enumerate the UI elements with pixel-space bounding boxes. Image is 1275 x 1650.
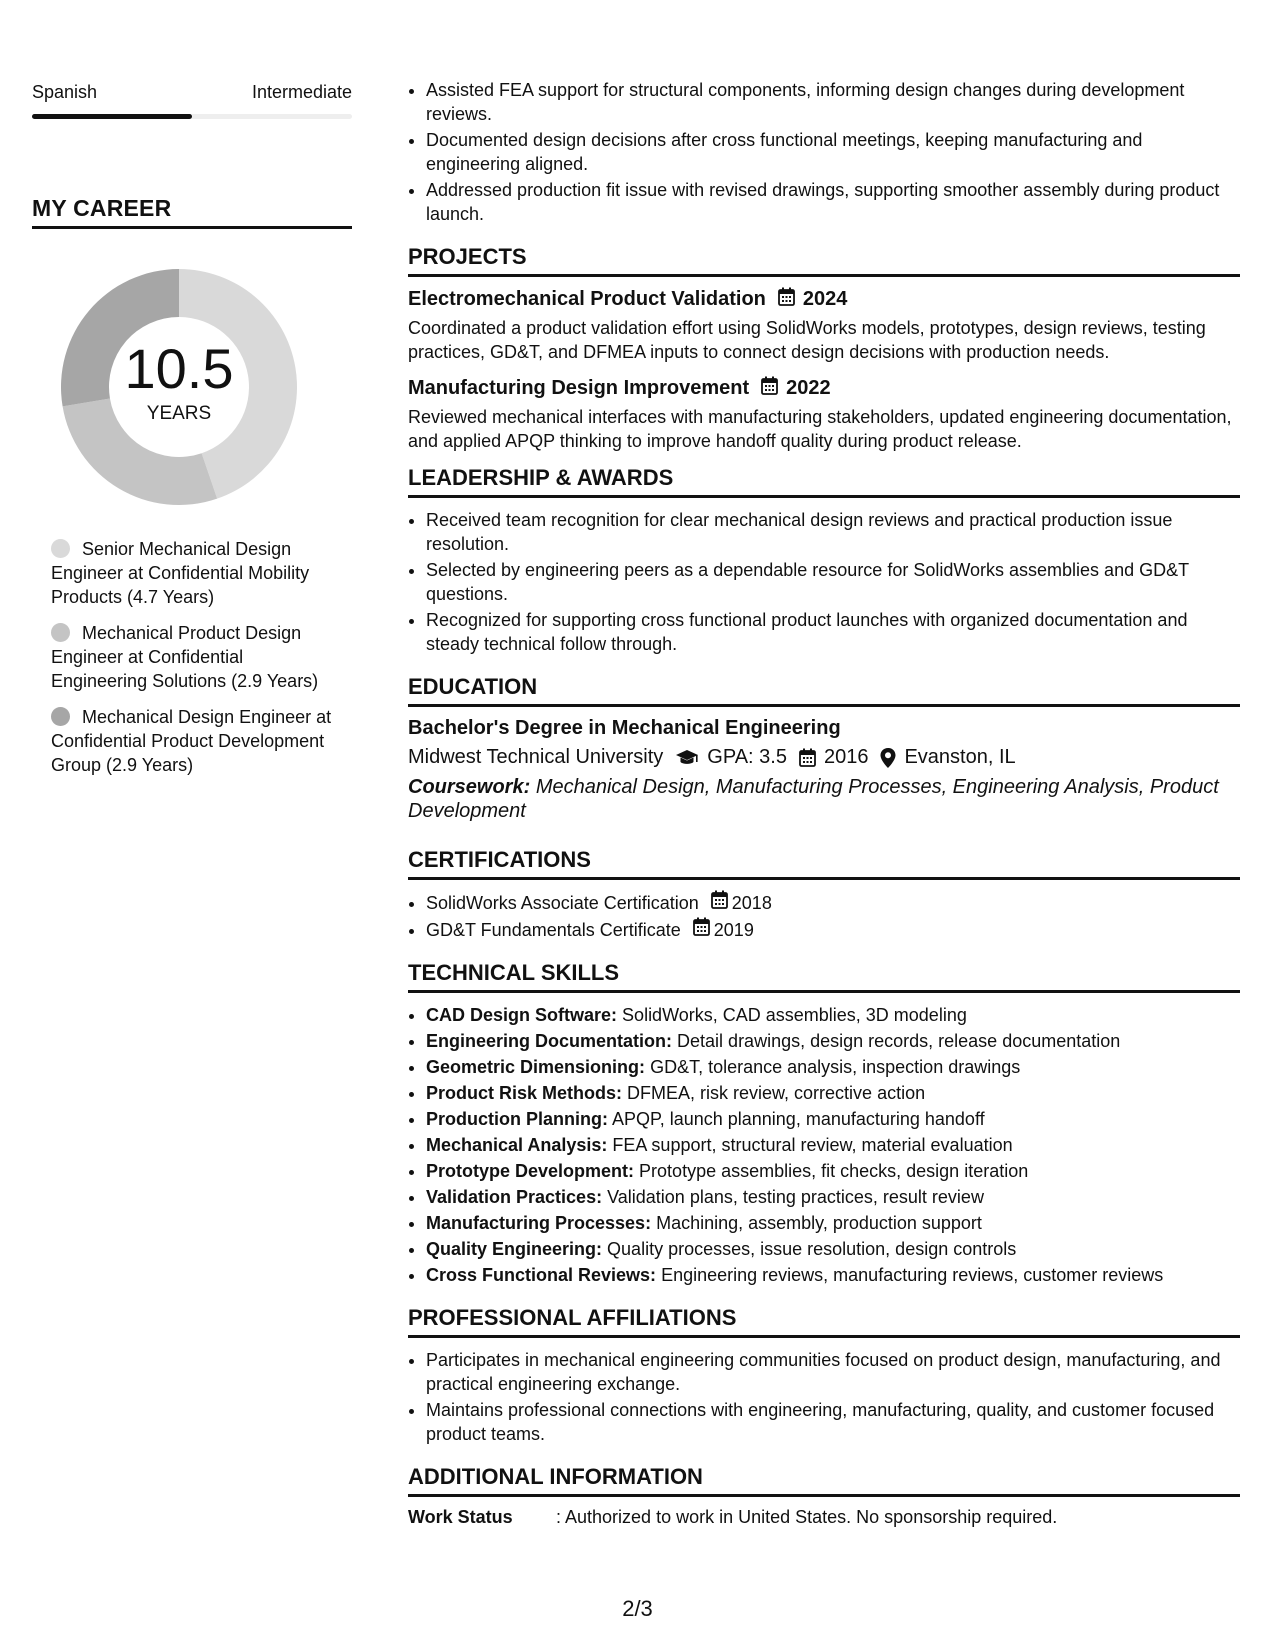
leadership-heading: LEADERSHIP & AWARDS [408, 465, 1240, 498]
donut-center [55, 263, 303, 511]
legend-dot [51, 707, 70, 726]
skill-label: CAD Design Software: [426, 1005, 618, 1025]
education-year: 2016 [823, 746, 869, 768]
education-location: Evanston, IL [904, 746, 1016, 768]
education-degree: Bachelor's Degree in Mechanical Engineering [408, 717, 841, 739]
calendar-icon [799, 748, 816, 767]
skill-item [426, 1107, 1240, 1131]
legend-label: Senior Mechanical Design Engineer at Confidential Mobility Products (4.7 Years) [51, 539, 310, 607]
skill-label: Mechanical Analysis: [426, 1135, 608, 1155]
skill-value: Validation plans, testing practices, result review [607, 1187, 984, 1207]
project-entry [408, 376, 1240, 453]
project-year: 2022 [786, 377, 831, 399]
skill-item [426, 1055, 1240, 1079]
skill-value: GD&T, tolerance analysis, inspection drawings [650, 1057, 1021, 1077]
language-proficiency-bar [32, 114, 352, 119]
skill-label: Geometric Dimensioning: [426, 1057, 646, 1077]
coursework-label: Coursework: [408, 776, 531, 798]
skill-label: Manufacturing Processes: [426, 1213, 652, 1233]
career-heading: MY CAREER [32, 195, 352, 229]
right-column [408, 78, 1240, 1528]
skill-value: Detail drawings, design records, release documentation [677, 1031, 1121, 1051]
experience-bullet: • Addressed production fit issue with revised drawings, supporting smoother assembly during product launch. [426, 178, 1240, 226]
skill-item [426, 1237, 1240, 1261]
page-number: 2/3 [622, 1596, 653, 1621]
legend-dot [51, 539, 70, 558]
affiliations-heading: PROFESSIONAL AFFILIATIONS [408, 1305, 1240, 1338]
certifications-list [408, 890, 1240, 942]
project-description: Coordinated a product validation effort using SolidWorks models, prototypes, design reviews, testing practices, GD&T, and DFMEA inputs to connect design decisions with production needs. [408, 318, 1206, 362]
skill-item [426, 1029, 1240, 1053]
language-row [32, 82, 352, 103]
skills-list [408, 1003, 1240, 1287]
skill-label: Engineering Documentation: [426, 1031, 673, 1051]
career-donut-chart [55, 263, 303, 511]
graduation-cap-icon [675, 749, 699, 767]
project-title-row [408, 287, 1240, 312]
calendar-icon [693, 917, 710, 942]
skill-label: Production Planning: [426, 1109, 608, 1129]
skill-value: Quality processes, issue resolution, design controls [607, 1239, 1017, 1259]
project-year: 2024 [802, 288, 848, 310]
education-entry [408, 717, 1240, 823]
education-coursework [408, 775, 1240, 823]
project-entry [408, 287, 1240, 364]
certification-row [426, 890, 1240, 915]
skill-value: SolidWorks, CAD assemblies, 3D modeling [622, 1005, 967, 1025]
skills-heading: TECHNICAL SKILLS [408, 960, 1240, 993]
coursework-text: Mechanical Design, Manufacturing Processes, Engineering Analysis, Product Development [408, 776, 1219, 822]
leadership-list [408, 508, 1240, 656]
language-name: Spanish [32, 82, 98, 102]
work-status-row [408, 1507, 1240, 1528]
certification-year: 2019 [713, 919, 754, 940]
certification-row [426, 917, 1240, 942]
affiliation-bullet: • Maintains professional connections with engineering, manufacturing, quality, and customer focused product teams. [426, 1398, 1240, 1446]
language-level: Intermediate [251, 82, 352, 102]
project-title-row [408, 376, 1240, 401]
skill-label: Quality Engineering: [426, 1239, 603, 1259]
career-legend-item [51, 705, 341, 777]
certification-name: • GD&T Fundamentals Certificate [426, 919, 681, 940]
skill-value: Prototype assemblies, fit checks, design iteration [639, 1161, 1029, 1181]
certification-item [426, 917, 1240, 942]
education-school: Midwest Technical University [408, 746, 664, 768]
skill-label: Prototype Development: [426, 1161, 635, 1181]
education-gpa: GPA: 3.5 [707, 746, 787, 768]
career-legend-item [51, 537, 341, 609]
skill-item [426, 1185, 1240, 1209]
legend-label: Mechanical Product Design Engineer at Confidential Engineering Solutions (2.9 Years) [51, 623, 319, 691]
skill-item [426, 1159, 1240, 1183]
career-years-unit: YEARS [146, 403, 212, 424]
skill-value: APQP, launch planning, manufacturing handoff [612, 1109, 985, 1129]
skill-value: Engineering reviews, manufacturing reviews, customer reviews [661, 1265, 1164, 1285]
project-title: Electromechanical Product Validation [408, 288, 766, 310]
skill-label: Product Risk Methods: [426, 1083, 623, 1103]
career-legend [51, 537, 341, 777]
project-title: Manufacturing Design Improvement [408, 377, 750, 399]
experience-bullet: • Assisted FEA support for structural components, informing design changes during development reviews. [426, 78, 1240, 126]
projects-heading: PROJECTS [408, 244, 1240, 277]
skill-label: Cross Functional Reviews: [426, 1265, 657, 1285]
experience-bullet: • Documented design decisions after cross functional meetings, keeping manufacturing and engineering aligned. [426, 128, 1240, 176]
skill-label: Validation Practices: [426, 1187, 603, 1207]
certification-item [426, 890, 1240, 915]
language-proficiency-fill [32, 114, 192, 119]
left-column [32, 78, 352, 789]
location-pin-icon [880, 748, 896, 768]
career-legend-item [51, 621, 341, 693]
certifications-heading: CERTIFICATIONS [408, 847, 1240, 880]
leadership-bullet: • Received team recognition for clear mechanical design reviews and practical production issue resolution. [426, 508, 1240, 556]
education-details [408, 746, 1240, 769]
projects-list [408, 287, 1240, 453]
skill-item [426, 1081, 1240, 1105]
leadership-bullet: • Selected by engineering peers as a dependable resource for SolidWorks assemblies and GD&T questions. [426, 558, 1240, 606]
career-total-years: 10.5 [124, 337, 234, 400]
legend-label: Mechanical Design Engineer at Confidential Product Development Group (2.9 Years) [51, 707, 332, 775]
skill-value: FEA support, structural review, material evaluation [612, 1135, 1013, 1155]
work-status-value: : Authorized to work in United States. No sponsorship required. [556, 1507, 1058, 1527]
experience-bullets [408, 78, 1240, 226]
skill-value: Machining, assembly, production support [656, 1213, 982, 1233]
calendar-icon [778, 287, 795, 312]
skill-item [426, 1003, 1240, 1027]
work-status-label: Work Status [408, 1507, 513, 1527]
legend-dot [51, 623, 70, 642]
calendar-icon [761, 376, 778, 401]
calendar-icon [711, 890, 728, 915]
skill-item [426, 1211, 1240, 1235]
affiliation-bullet: • Participates in mechanical engineering communities focused on product design, manufacturing, and practical engineering exchange. [426, 1348, 1240, 1396]
education-heading: EDUCATION [408, 674, 1240, 707]
affiliations-list [408, 1348, 1240, 1446]
skill-item [426, 1133, 1240, 1157]
certification-name: • SolidWorks Associate Certification [426, 892, 699, 913]
leadership-bullet: • Recognized for supporting cross functional product launches with organized documentation and steady technical follow through. [426, 608, 1240, 656]
skill-value: DFMEA, risk review, corrective action [627, 1083, 926, 1103]
certification-year: 2018 [731, 892, 772, 913]
skill-item [426, 1263, 1240, 1287]
project-description: Reviewed mechanical interfaces with manufacturing stakeholders, updated engineering documentation, and applied APQP thinking to improve handoff quality during product release. [408, 407, 1232, 451]
additional-heading: ADDITIONAL INFORMATION [408, 1464, 1240, 1497]
